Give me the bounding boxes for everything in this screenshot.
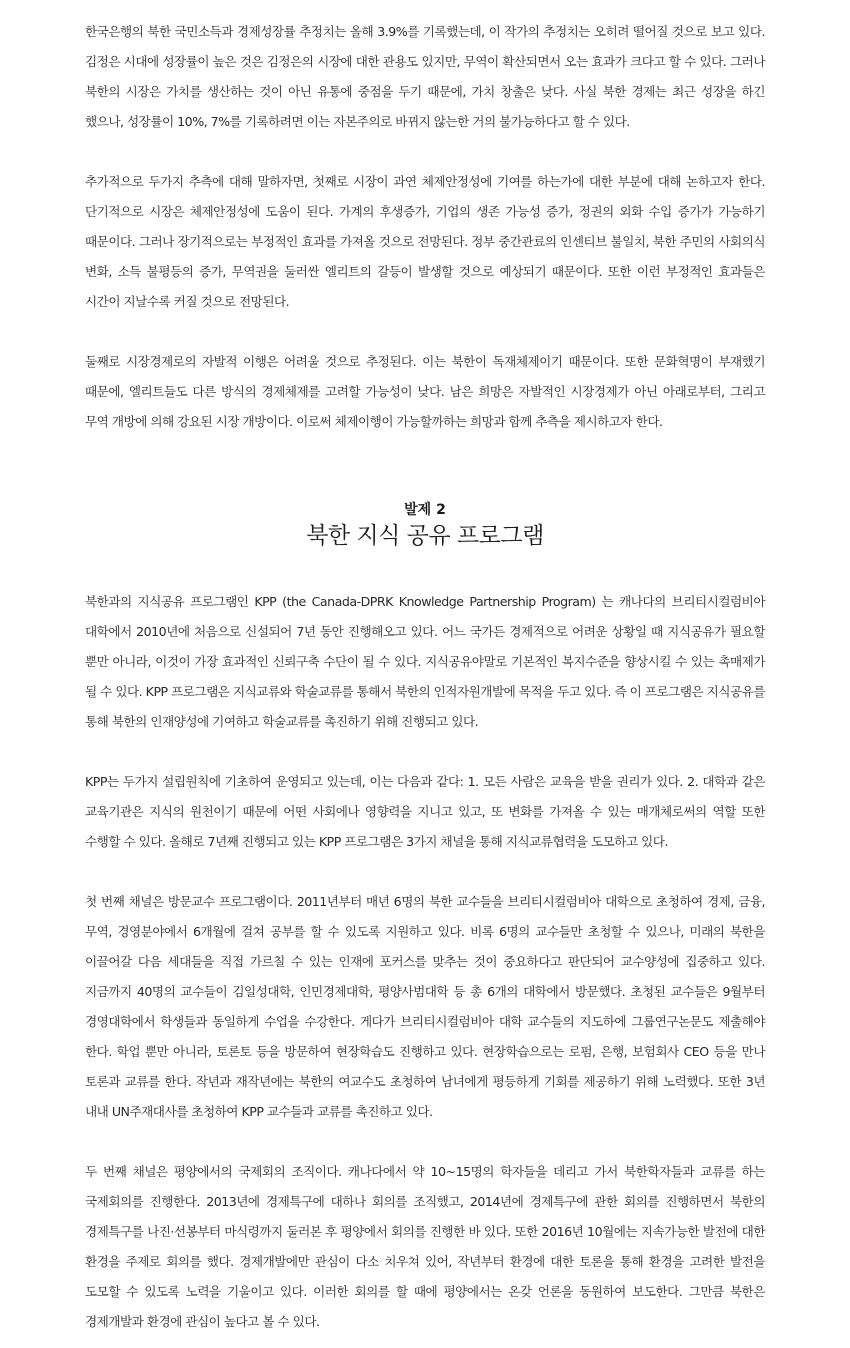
body-paragraph: 한국은행의 북한 국민소득과 경제성장률 추정치는 올해 3.9%를 기록했는데, 이 작가의 추정치는 오히려 떨어질 것으로 보고 있다. 김정은 시대에 성장률이 높은 것은 김정은의 시장에 대한 관용도 있지만, 무역이 확산되면서 오는 효과가 크다고 할 수 있다. 그러나 북한의 시장은 가치를 생산하는 것이 아닌 유통에 중점을 두기 때문에, 가치 창출은 낮다. 사실 북한 경제는 최근 성장을 하긴 했으나, 성장률이 10%, 7%를 기록하려면 이는 자본주의로 바뀌지 않는한 거의 불가능하다고 할 수 있다. [85, 24, 765, 129]
body-paragraph: 두 번째 채널은 평양에서의 국제회의 조직이다. 캐나다에서 약 10~15명의 학자들을 데리고 가서 북한학자들과 교류를 하는 국제회의를 진행한다. 2013년에 경제특구에 대하나 회의를 조직했고, 2014년에 경제특구에 관한 회의를 진행하면서 북한의 경제특구를 나진·선봉부터 마식령까지 둘러본 후 평양에서 회의를 진행한 바 있다. 또한 2016년 10월에는 지속가능한 발전에 대한 환경을 주제로 회의를 했다. 경제개발에만 관심이 다소 치우쳐 있어, 작년부터 환경에 대한 토론을 통해 환경을 고려한 발전을 도모할 수 있도록 노력을 기울이고 있다. 이러한 회의를 할 때에 평양에서는 온갖 언론을 동원하여 보도한다. 그만큼 북한은 경제개발과 환경에 관심이 높다고 볼 수 있다. [85, 1164, 765, 1329]
section-label: 발제 2 [404, 502, 446, 518]
body-paragraph: KPP는 두가지 설립원칙에 기초하여 운영되고 있는데, 이는 다음과 같다: 1. 모든 사람은 교육을 받을 권리가 있다. 2. 대학과 같은 교육기관은 지식의 원천이기 때문에 어떤 사회에나 영향력을 지니고 있고, 또 변화를 가져올 수 있는 매개체로써의 역할 또한 수행할 수 있다. 올해로 7년째 진행되고 있는 KPP 프로그램은 3가지 채널을 통해 지식교류협력을 도모하고 있다. [85, 774, 765, 849]
body-paragraph: 둘째로 시장경제로의 자발적 이행은 어려울 것으로 추정된다. 이는 북한이 독재체제이기 때문이다. 또한 문화혁명이 부재했기 때문에, 엘리트들도 다른 방식의 경제체제를 고려할 가능성이 낮다. 남은 희망은 자발적인 시장경제가 아닌 아래로부터, 그리고 무역 개방에 의해 강요된 시장 개방이다. 이로써 체제이행이 가능할까하는 희망과 함께 추측을 제시하고자 한다. [85, 354, 765, 429]
section-title: 북한 지식 공유 프로그램 [306, 523, 544, 549]
section-heading [85, 500, 765, 552]
body-paragraph: 첫 번째 채널은 방문교수 프로그램이다. 2011년부터 매년 6명의 북한 교수들을 브리티시컬럼비아 대학으로 초청하여 경제, 금융, 무역, 경영분야에서 6개월에 걸쳐 공부를 할 수 있도록 지원하고 있다. 비록 6명의 교수들만 초청할 수 있으나, 미래의 북한을 이끌어갈 다음 세대들을 직접 가르칠 수 있는 인재에 포커스를 맞추는 것이 중요하다고 판단되어 교수양성에 집중하고 있다. 지금까지 40명의 교수들이 김일성대학, 인민경제대학, 평양사범대학 등 총 6개의 대학에서 방문했다. 초청된 교수들은 9월부터 경영대학에서 학생들과 동일하게 수업을 수강한다. 게다가 브리티시컬럼비아 대학 교수들의 지도하에 그룹연구논문도 제출해야 한다. 학업 뿐만 아니라, 토론토 등을 방문하여 현장학습도 진행하고 있다. 현장학습으로는 로펌, 은행, 보험회사 CEO 등을 만나 토론과 교류를 한다. 작년과 재작년에는 북한의 여교수도 초청하여 남녀에게 평등하게 기회를 제공하기 위해 노력했다. 또한 3년 내내 UN주재대사를 초청하여 KPP 교수들과 교류를 촉진하고 있다. [85, 894, 765, 1119]
body-paragraph: 추가적으로 두가지 추측에 대해 말하자면, 첫째로 시장이 과연 체제안정성에 기여를 하는가에 대한 부분에 대해 논하고자 한다. 단기적으로 시장은 체제안정성에 도움이 된다. 가계의 후생증가, 기업의 생존 가능성 증가, 정권의 외화 수입 증가가 가능하기 때문이다. 그러나 장기적으로는 부정적인 효과를 가져올 것으로 전망된다. 정부 중간관료의 인센티브 불일치, 북한 주민의 사회의식 변화, 소득 불평등의 증가, 무역권을 둘러싼 엘리트의 갈등이 발생할 것으로 예상되기 때문이다. 또한 이런 부정적인 효과들은 시간이 지날수록 커질 것으로 전망된다. [85, 174, 765, 309]
body-paragraph: 북한과의 지식공유 프로그램인 KPP (the Canada-DPRK Knowledge Partnership Program) 는 캐나다의 브리티시컬럼비아 대학에서 2010년에 처음으로 신설되어 7년 동안 진행해오고 있다. 어느 국가든 경제적으로 어려운 상황일 때 지식공유가 필요할 뿐만 아니라, 이것이 가장 효과적인 신뢰구축 수단이 될 수 있다. 지식공유야말로 기본적인 복지수준을 향상시킬 수 있는 촉매제가 될 수 있다. KPP 프로그램은 지식교류와 학술교류를 통해서 북한의 인적자원개발에 목적을 두고 있다. 즉 이 프로그램은 지식공유를 통해 북한의 인재양성에 기여하고 학술교류를 촉진하기 위해 진행되고 있다. [85, 594, 765, 729]
